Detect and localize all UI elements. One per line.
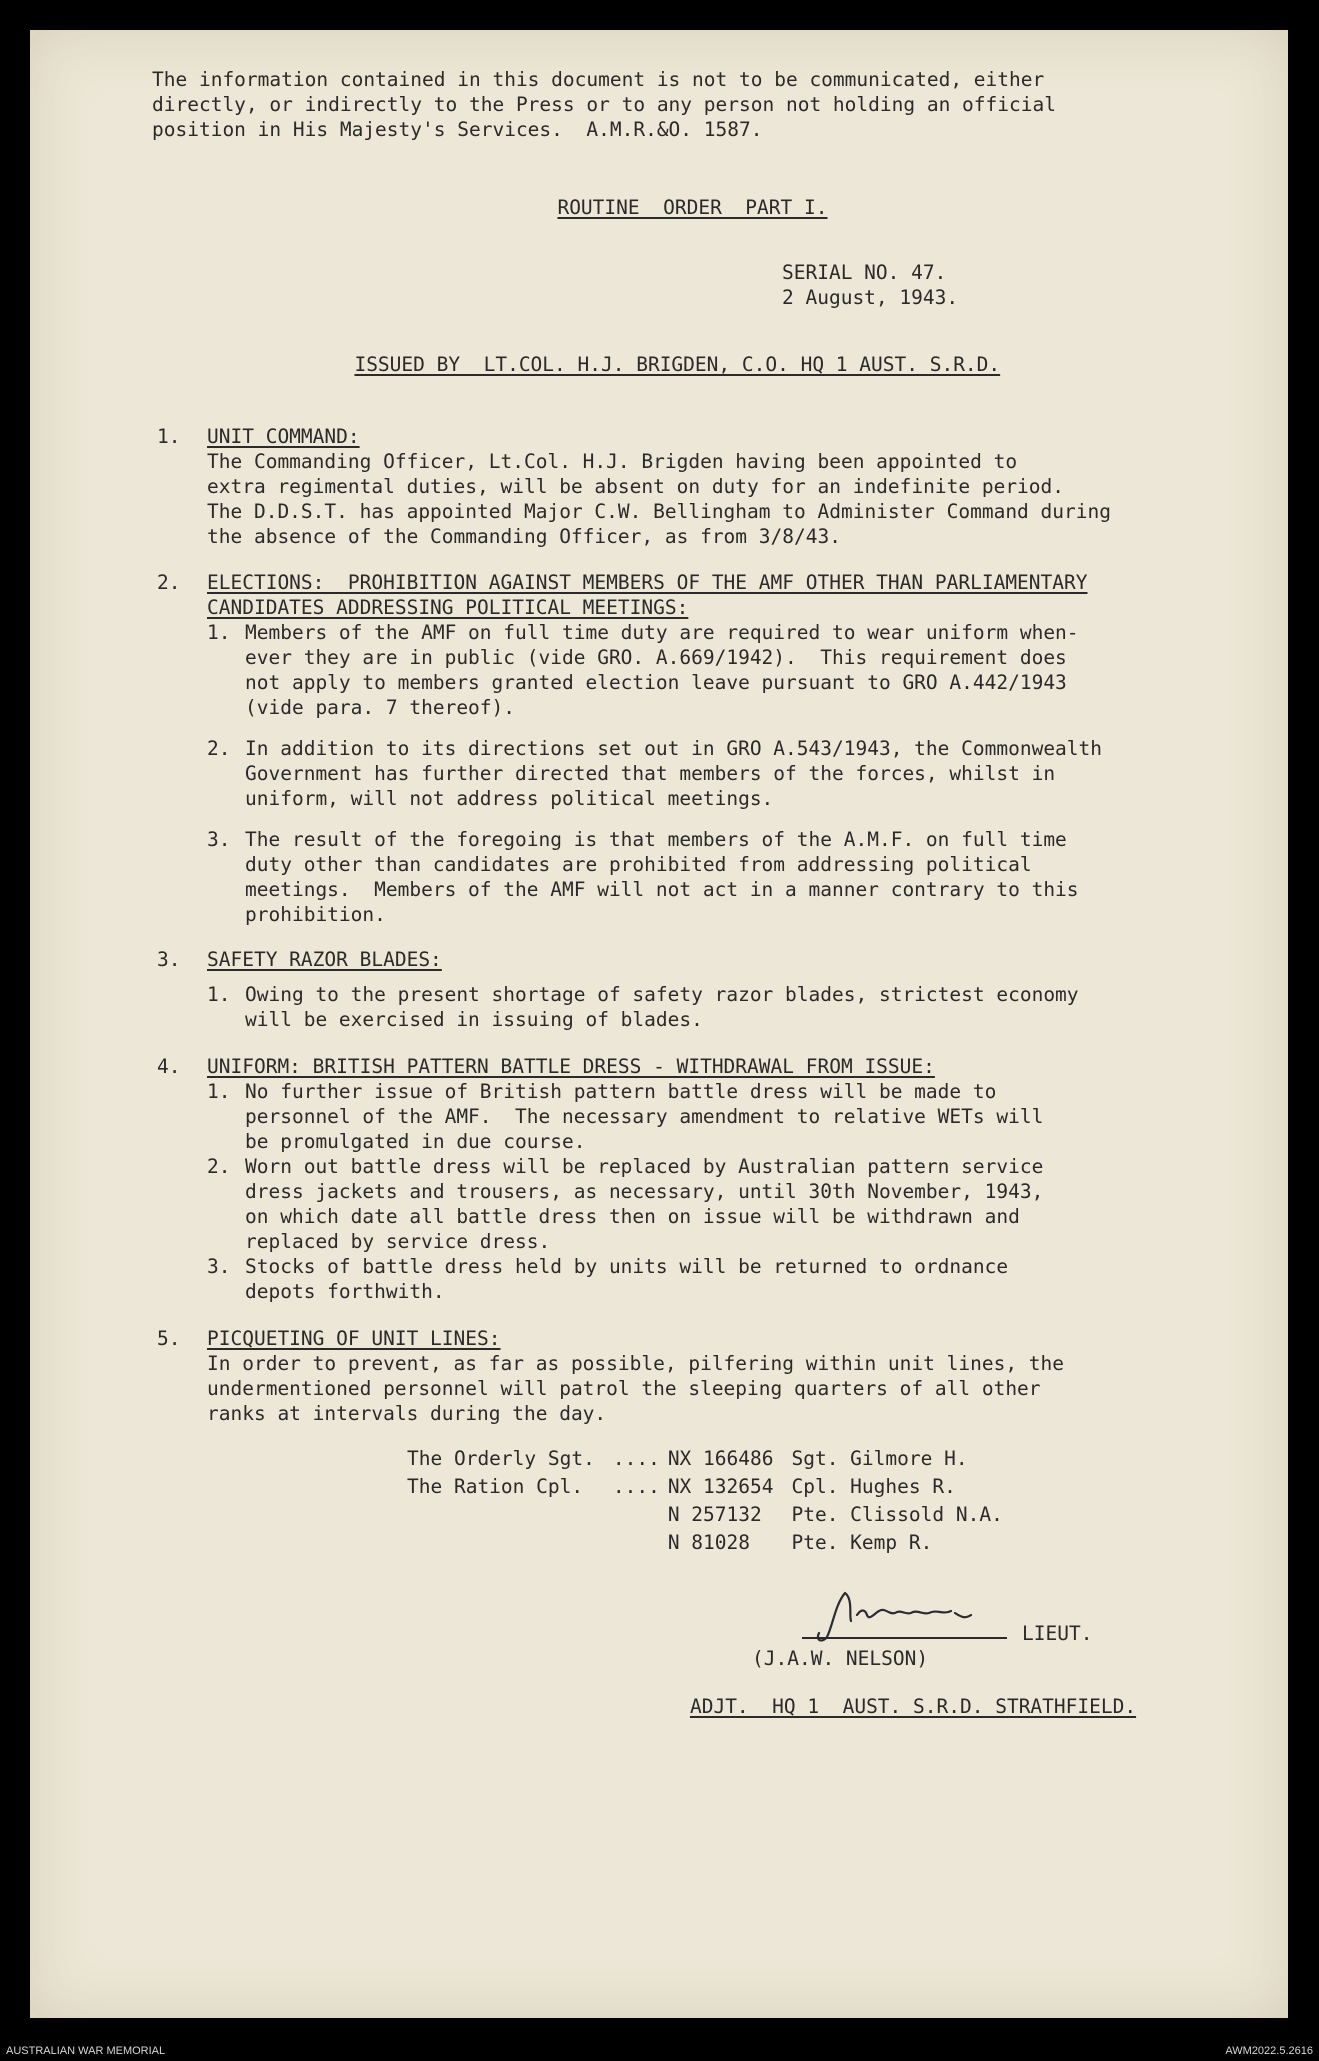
sub-item-number: 2.	[207, 737, 231, 760]
body-line: not apply to members granted election leave pursuant to GRO A.442/1943	[245, 671, 1067, 694]
sub-item-number: 1.	[207, 1080, 231, 1103]
body-line: undermentioned personnel will patrol the sleeping quarters of all other	[207, 1377, 1041, 1400]
routine-order	[152, 67, 1187, 1556]
body-line: uniform, will not address political meetings.	[245, 787, 774, 810]
section-title: UNIT COMMAND:	[207, 425, 360, 448]
roster-name: Sgt. Gilmore H.	[791, 1446, 968, 1470]
sub-item-text	[245, 1154, 1187, 1254]
section-safety-razor-blades	[157, 947, 1187, 1032]
notice-line: The information contained in this document is not to be communicated, either	[152, 68, 1045, 91]
section-title-line: ELECTIONS: PROHIBITION AGAINST MEMBERS OF THE AMF OTHER THAN PARLIAMENTARY	[207, 571, 1088, 594]
document-title	[157, 170, 1187, 245]
roster-dots: ....	[612, 1474, 660, 1498]
section-title: PICQUETING OF UNIT LINES:	[207, 1327, 501, 1350]
body-line: extra regimental duties, will be absent on duty for an indefinite period.	[207, 475, 1065, 498]
handwritten-signature	[805, 1585, 1035, 1645]
sub-item-text	[245, 620, 1187, 720]
signatory-appointment	[643, 1672, 1136, 1741]
section-number: 2.	[157, 571, 181, 594]
body-line: on which date all battle dress then on issue will be withdrawn and	[245, 1205, 1020, 1228]
signatory-appointment-text: ADJT. HQ 1 AUST. S.R.D. STRATHFIELD.	[689, 1695, 1137, 1718]
signatory-name: (J.A.W. NELSON)	[752, 1647, 929, 1670]
section-number: 3.	[157, 948, 181, 971]
body-line: will be exercised in issuing of blades.	[245, 1008, 703, 1031]
body-line: depots forthwith.	[245, 1280, 445, 1303]
roster-dots: ....	[612, 1446, 660, 1470]
sub-item-number: 2.	[207, 1155, 231, 1178]
body-line: ever they are in public (vide GRO. A.669/1942). This requirement does	[245, 646, 1067, 669]
sub-item-number: 1.	[207, 983, 231, 1006]
roster-dots	[613, 1500, 668, 1528]
document-page	[30, 30, 1288, 2018]
issued-by	[157, 327, 1187, 402]
body-line: personnel of the AMF. The necessary amendment to relative WETs will	[245, 1105, 1044, 1128]
sub-item-text	[245, 1254, 1187, 1304]
body-line: prohibition.	[245, 903, 386, 926]
body-line: In addition to its directions set out in GRO A.543/1943, the Commonwealth	[245, 737, 1103, 760]
issued-by-text: ISSUED BY LT.COL. H.J. BRIGDEN, C.O. HQ 1 AUST. S.R.D.	[354, 353, 1001, 376]
body-line: The Commanding Officer, Lt.Col. H.J. Brigden having been appointed to	[207, 450, 1018, 473]
notice-line: position in His Majesty's Services. A.M.R.&O. 1587.	[152, 118, 763, 141]
section-title: SAFETY RAZOR BLADES:	[207, 948, 442, 971]
document-title-text: ROUTINE ORDER PART I.	[557, 196, 828, 219]
confidentiality-notice	[152, 67, 1187, 142]
section-unit-command	[157, 424, 1187, 549]
roster-dots	[613, 1528, 668, 1556]
body-line: Owing to the present shortage of safety razor blades, strictest economy	[245, 983, 1079, 1006]
section-body	[157, 449, 1187, 549]
section-heading	[157, 1054, 1187, 1079]
section-picqueting	[157, 1326, 1187, 1426]
sub-item-text	[245, 1079, 1187, 1154]
section-elections	[157, 570, 1187, 927]
section-title: UNIFORM: BRITISH PATTERN BATTLE DRESS - WITHDRAWAL FROM ISSUE:	[207, 1055, 935, 1078]
body-line: replaced by service dress.	[245, 1230, 551, 1253]
sub-item	[157, 1254, 1187, 1304]
body-line: meetings. Members of the AMF will not act in a manner contrary to this	[245, 878, 1079, 901]
body-line: dress jackets and trousers, as necessary, until 30th November, 1943,	[245, 1180, 1044, 1203]
body-line: In order to prevent, as far as possible, pilfering within unit lines, the	[207, 1352, 1065, 1375]
serial-number: SERIAL NO. 47.	[782, 261, 947, 284]
sub-item-number: 3.	[207, 1255, 231, 1278]
table-row	[407, 1500, 1003, 1528]
roster-role: The Orderly Sgt.	[407, 1446, 595, 1470]
section-heading	[157, 947, 1187, 972]
body-line: (vide para. 7 thereof).	[245, 696, 516, 719]
sub-item-text	[245, 982, 1187, 1032]
body-line: The result of the foregoing is that members of the A.M.F. on full time	[245, 828, 1067, 851]
table-row	[407, 1528, 1003, 1556]
body-line: Worn out battle dress will be replaced by Australian pattern service	[245, 1155, 1044, 1178]
section-title-line: CANDIDATES ADDRESSING POLITICAL MEETINGS:	[207, 596, 689, 619]
roster-number: N 257132	[667, 1502, 762, 1526]
picquet-roster	[407, 1444, 1003, 1556]
issue-date: 2 August, 1943.	[782, 286, 959, 309]
roster-number: N 81028	[667, 1530, 750, 1554]
body-line: Stocks of battle dress held by units will be returned to ordnance	[245, 1255, 1009, 1278]
body-line: Government has further directed that members of the forces, whilst in	[245, 762, 1056, 785]
sub-item	[157, 827, 1187, 927]
sub-item-number: 1.	[207, 621, 231, 644]
sub-item	[157, 1079, 1187, 1154]
roster-name: Pte. Clissold N.A.	[791, 1502, 1003, 1526]
roster-number: NX 132654	[667, 1474, 774, 1498]
signature-line	[802, 1637, 1007, 1639]
signature-stroke	[818, 1593, 971, 1640]
section-body	[157, 1351, 1187, 1426]
section-number: 5.	[157, 1327, 181, 1350]
table-row	[407, 1472, 1003, 1500]
signature-rank: LIEUT.	[1022, 1622, 1093, 1645]
sub-item	[157, 1154, 1187, 1254]
notice-line: directly, or indirectly to the Press or to any person not holding an official	[152, 93, 1056, 116]
sub-item	[157, 982, 1187, 1032]
section-heading	[157, 424, 1187, 449]
roster-role	[407, 1528, 613, 1556]
roster-role: The Ration Cpl.	[407, 1474, 584, 1498]
archive-reference: AWM2022.5.2616	[1225, 2045, 1313, 2057]
body-line: No further issue of British pattern battle dress will be made to	[245, 1080, 997, 1103]
body-line: the absence of the Commanding Officer, as from 3/8/43.	[207, 525, 841, 548]
roster-name: Pte. Kemp R.	[791, 1530, 933, 1554]
section-number: 4.	[157, 1055, 181, 1078]
sub-item-text	[245, 736, 1187, 811]
body-line: be promulgated in due course.	[245, 1130, 586, 1153]
section-uniform	[157, 1054, 1187, 1304]
section-number: 1.	[157, 425, 181, 448]
roster-role	[407, 1500, 613, 1528]
sub-item-number: 3.	[207, 828, 231, 851]
section-heading	[157, 1326, 1187, 1351]
table-row	[407, 1444, 1003, 1472]
roster-name: Cpl. Hughes R.	[791, 1474, 956, 1498]
sub-item-text	[245, 827, 1187, 927]
section-heading	[157, 570, 1187, 620]
body-line: The D.D.S.T. has appointed Major C.W. Bellingham to Administer Command during	[207, 500, 1111, 523]
body-line: Members of the AMF on full time duty are required to wear uniform when-	[245, 621, 1079, 644]
sub-item	[157, 620, 1187, 720]
section-title	[207, 570, 1088, 620]
sub-item	[157, 736, 1187, 811]
body-line: ranks at intervals during the day.	[207, 1402, 607, 1425]
body-line: duty other than candidates are prohibited from addressing political	[245, 853, 1032, 876]
archive-credit: AUSTRALIAN WAR MEMORIAL	[6, 2045, 166, 2057]
roster-number: NX 166486	[667, 1446, 774, 1470]
